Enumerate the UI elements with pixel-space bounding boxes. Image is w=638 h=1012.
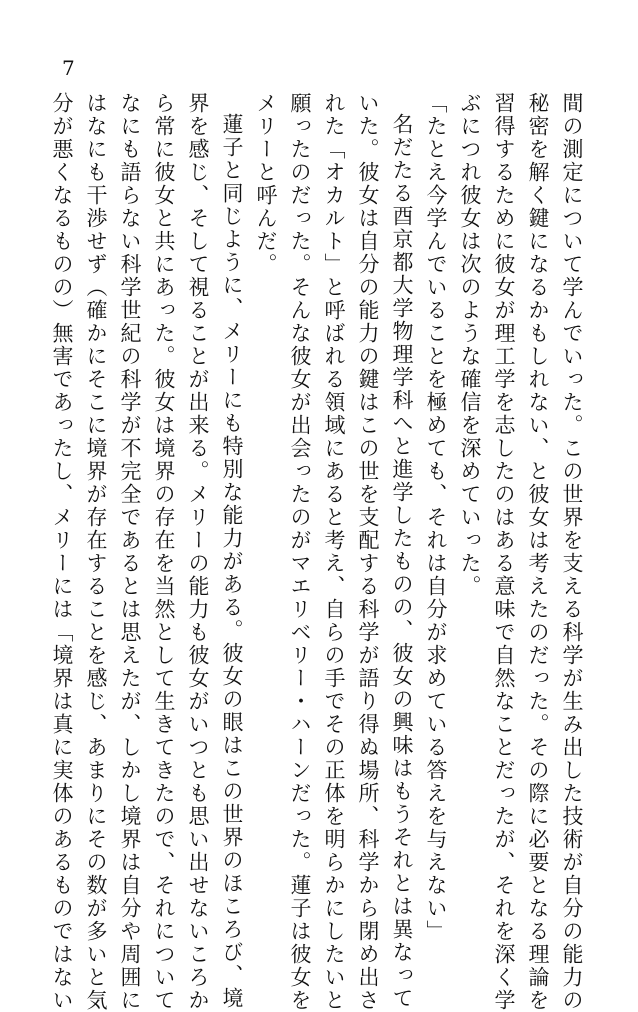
text-line: なにも語らない科学世紀の科学が不完全であるとは思えたが、しかし境界は自分や周囲に bbox=[118, 92, 142, 1012]
text-line: 「たとえ今学んでいることを極めても、それは自分が求めている答えを与えない」 bbox=[424, 92, 448, 943]
text-line: 蓮子と同じように、メリーにも特別な能力がある。彼女の眼はこの世界のほころび、境 bbox=[220, 113, 244, 1010]
text-line: ぶにつれ彼女は次のような確信を深めていった。 bbox=[458, 92, 482, 598]
text-line: メリーと呼んだ。 bbox=[254, 92, 278, 276]
text-line: 願ったのだった。そんな彼女が出会ったのがマエリベリー・ハーンだった。蓮子は彼女を bbox=[288, 92, 312, 1012]
text-line: 名だたる酉京都大学物理学科へと進学したものの、彼女の興味はもうそれとは異なって bbox=[390, 113, 414, 1010]
text-line: 秘密を解く鍵になるかもしれない、と彼女は考えたのだった。その際に必要となる理論を bbox=[526, 92, 550, 1012]
text-line: はなにも干渉せず（確かにそこに境界が存在することを感じ、あまりにその数が多いと気 bbox=[84, 92, 108, 1012]
text-line: 界を感じ、そして視ることが出来る。メリーの能力も彼女がいつとも思い出せないころか bbox=[186, 92, 210, 1012]
page-number: 7 bbox=[62, 56, 75, 80]
text-line: 間の測定について学んでいった。この世界を支える科学が生み出した技術が自分の能力の bbox=[560, 92, 584, 1012]
text-line: 習得するために彼女が理工学を志したのはある意味で自然なことだったが、それを深く学 bbox=[492, 92, 516, 1012]
text-line: ら常に彼女と共にあった。彼女は境界の存在を当然として生きてきたので、それについて bbox=[152, 92, 176, 1012]
text-line: れた「オカルト」と呼ばれる領域にあると考え、自らの手でその正体を明らかにしたいと bbox=[322, 92, 346, 1012]
text-line: いた。彼女は自分の能力の鍵はこの世を支配する科学が語り得ぬ場所、科学から閉め出さ bbox=[356, 92, 380, 1012]
vertical-text-body bbox=[50, 92, 586, 1012]
text-line: 分が悪くなるものの）無害であったし、メリーには「境界は真に実体のあるものではない bbox=[50, 92, 74, 1012]
